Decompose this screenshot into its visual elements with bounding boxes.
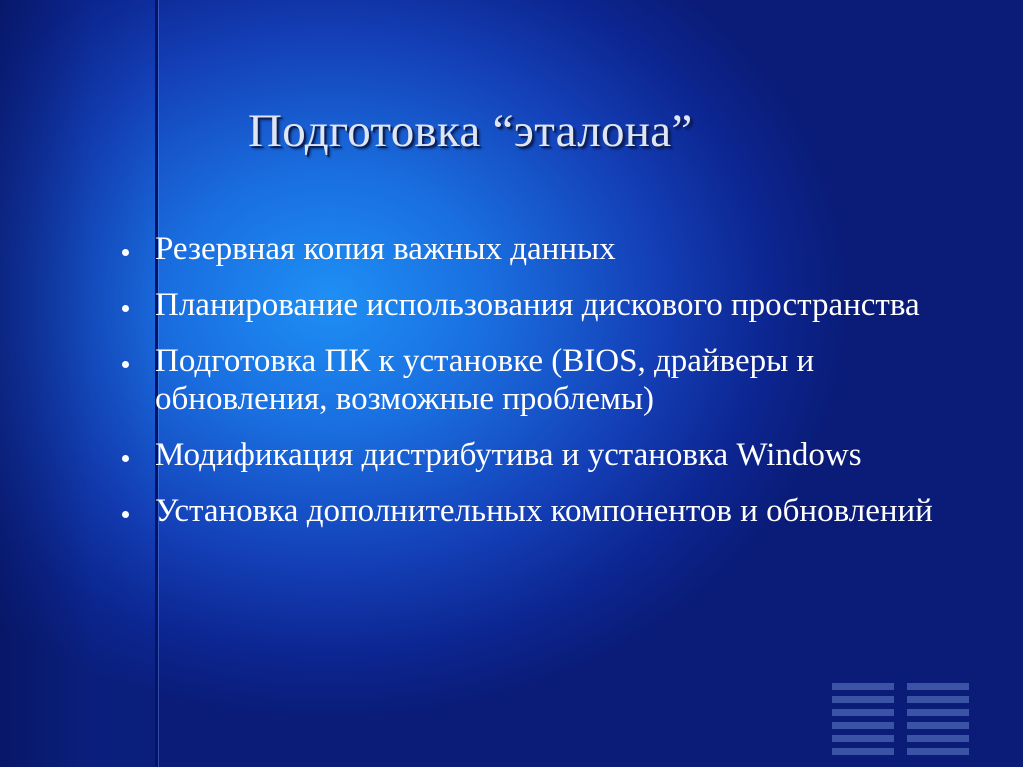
decorative-bar [907, 683, 969, 690]
bullet-dot-icon [122, 361, 129, 368]
bullet-item [118, 492, 978, 530]
decorative-bar [907, 735, 969, 742]
slide-title: Подготовка “эталона” [248, 105, 693, 157]
bullet-text: Модификация дистрибутива и установка Windows [155, 437, 862, 473]
decorative-bar [832, 709, 894, 716]
decorative-bar [907, 722, 969, 729]
bullet-dot-icon [122, 511, 129, 518]
bullet-text: Установка дополнительных компонентов и обновлений [155, 493, 933, 529]
decorative-bar [832, 748, 894, 755]
bullet-item [118, 342, 978, 418]
decorative-bar [907, 696, 969, 703]
decorative-bar [832, 696, 894, 703]
decorative-bar [907, 748, 969, 755]
bullet-dot-icon [122, 249, 129, 256]
bullet-dot-icon [122, 455, 129, 462]
decorative-bar [907, 709, 969, 716]
bullet-item [118, 230, 978, 268]
decorative-bars [832, 683, 970, 767]
bar-column-left [832, 683, 894, 761]
decorative-bar [832, 735, 894, 742]
bullet-text: Подготовка ПК к установке (BIOS, драйверы и обновления, возможные проблемы) [155, 343, 815, 417]
bullet-text: Резервная копия важных данных [155, 231, 616, 267]
bar-column-right [907, 683, 969, 761]
bullet-text: Планирование использования дискового пространства [155, 287, 920, 323]
bullet-item [118, 286, 978, 324]
decorative-bar [832, 683, 894, 690]
bullet-item [118, 436, 978, 474]
bullet-dot-icon [122, 305, 129, 312]
bullet-list [118, 230, 978, 548]
decorative-bar [832, 722, 894, 729]
